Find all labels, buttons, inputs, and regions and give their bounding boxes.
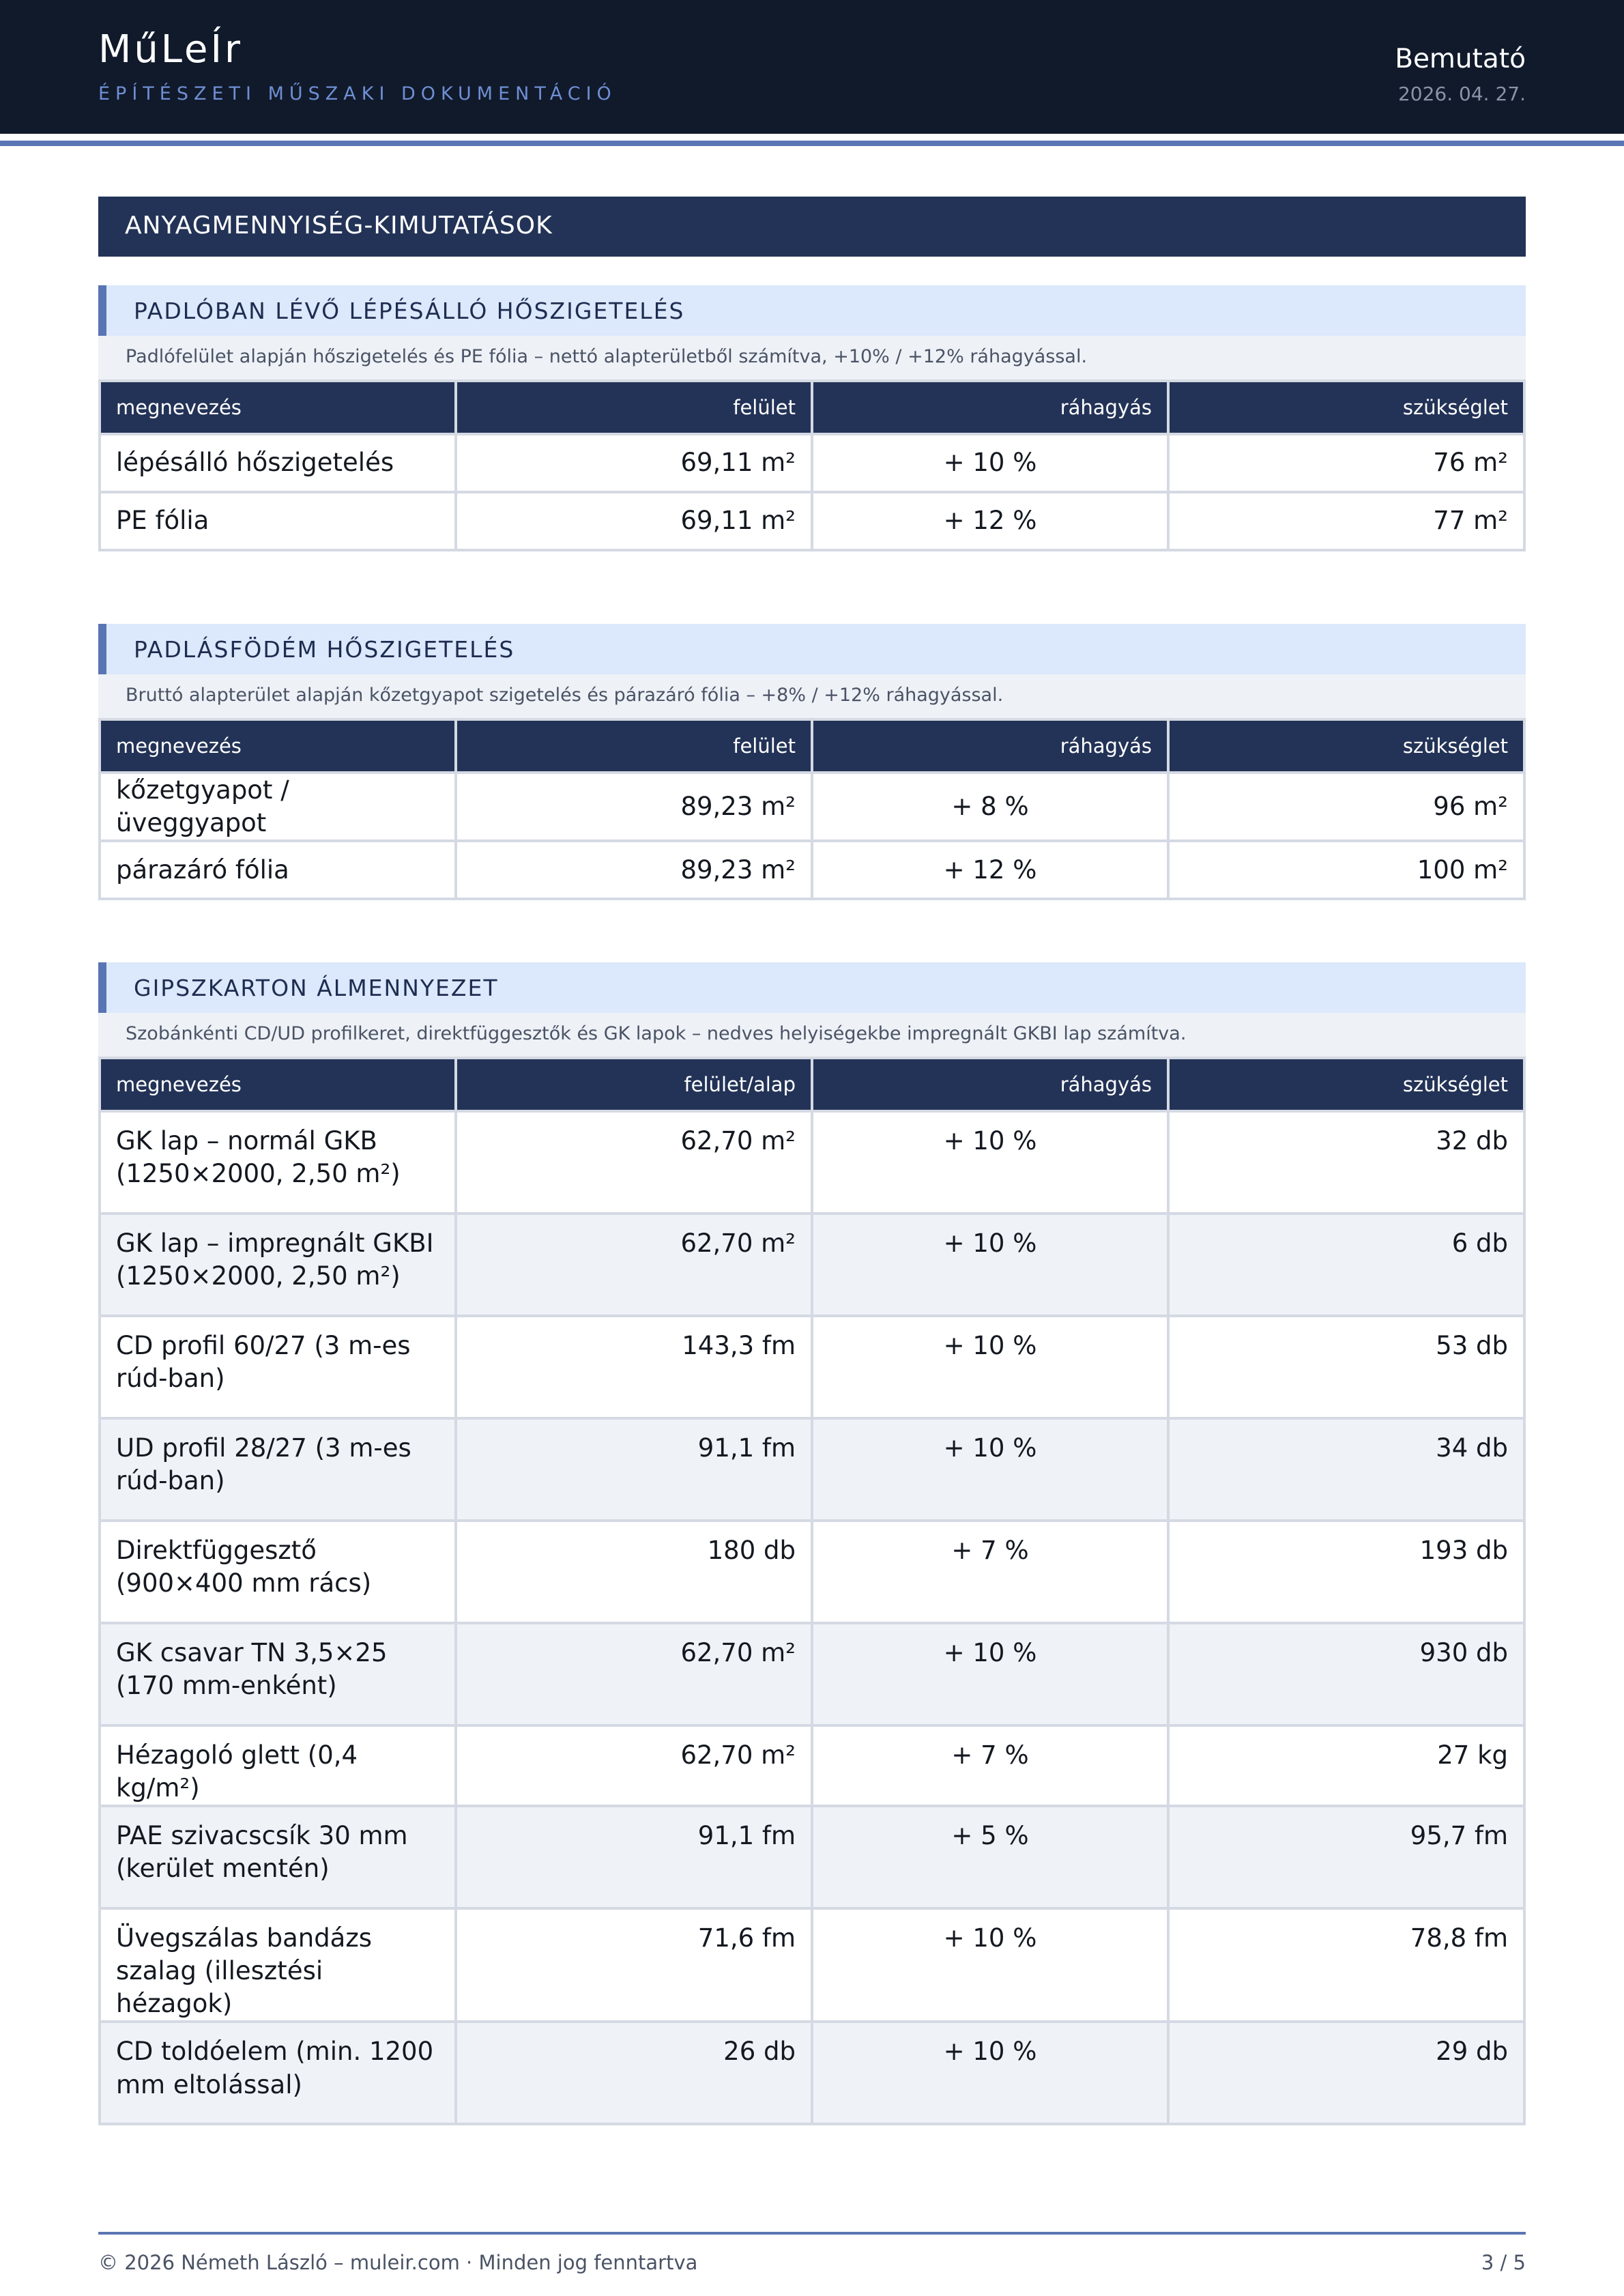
allowance-value: + 7 % xyxy=(812,1725,1168,1806)
area-value: 69,11 m² xyxy=(456,434,812,492)
subsection-heading-floor-insulation xyxy=(98,285,1526,336)
allowance-value: + 12 % xyxy=(812,492,1168,550)
area-value: 26 db xyxy=(456,2022,812,2124)
area-value: 180 db xyxy=(456,1521,812,1623)
footer-divider xyxy=(98,2232,1526,2235)
table-header-row xyxy=(100,719,1524,773)
table-row xyxy=(100,434,1524,492)
allowance-value: + 8 % xyxy=(812,773,1168,841)
material-name: Direktfüggesztő (900×400 mm rács) xyxy=(100,1521,456,1623)
requirement-value: 930 db xyxy=(1168,1623,1524,1725)
allowance-value: + 10 % xyxy=(812,434,1168,492)
header-divider xyxy=(0,141,1624,146)
allowance-value: + 7 % xyxy=(812,1521,1168,1623)
subsection-note xyxy=(98,674,1526,718)
table-row xyxy=(100,1521,1524,1623)
allowance-value: + 10 % xyxy=(812,1111,1168,1214)
requirement-value: 193 db xyxy=(1168,1521,1524,1623)
subsection-note xyxy=(98,1013,1526,1057)
requirement-value: 32 db xyxy=(1168,1111,1524,1214)
table-row xyxy=(100,773,1524,841)
material-name: Üvegszálas bandázs szalag (illesztési hézagok) xyxy=(100,1908,456,2022)
page-number: 3 / 5 xyxy=(1481,2251,1526,2274)
subsection-heading-attic-insulation xyxy=(98,624,1526,674)
material-name: GK lap – impregnált GKBI (1250×2000, 2,50 m²) xyxy=(100,1214,456,1316)
brand-logo: MűLeÍr xyxy=(98,27,244,72)
quantity-table-drywall-ceiling xyxy=(98,1057,1526,2125)
section-title xyxy=(98,197,1526,257)
subsection-note-text: Padlófelület alapján hőszigetelés és PE fólia – nettó alapterületből számítva, +10% / +12% ráhagyással. xyxy=(126,346,1088,367)
requirement-value: 78,8 fm xyxy=(1168,1908,1524,2022)
section-title-text: ANYAGMENNYISÉG-KIMUTATÁSOK xyxy=(125,212,553,240)
requirement-value: 27 kg xyxy=(1168,1725,1524,1806)
area-value: 62,70 m² xyxy=(456,1111,812,1214)
requirement-value: 76 m² xyxy=(1168,434,1524,492)
material-name: párazáró fólia xyxy=(100,841,456,899)
heading-accent-bar xyxy=(98,624,106,674)
allowance-value: + 10 % xyxy=(812,1418,1168,1521)
heading-accent-bar xyxy=(98,962,106,1013)
area-value: 91,1 fm xyxy=(456,1806,812,1908)
requirement-value: 77 m² xyxy=(1168,492,1524,550)
allowance-value: + 10 % xyxy=(812,1214,1168,1316)
quantity-table-attic-insulation xyxy=(98,718,1526,900)
area-value: 62,70 m² xyxy=(456,1214,812,1316)
allowance-value: + 5 % xyxy=(812,1806,1168,1908)
allowance-value: + 10 % xyxy=(812,1908,1168,2022)
table-row xyxy=(100,1623,1524,1725)
allowance-value: + 10 % xyxy=(812,1316,1168,1418)
table-row xyxy=(100,1418,1524,1521)
material-name: CD profil 60/27 (3 m-es rúd-ban) xyxy=(100,1316,456,1418)
column-header: felület xyxy=(456,719,812,773)
table-row xyxy=(100,841,1524,899)
column-header: szükséglet xyxy=(1168,1058,1524,1111)
allowance-value: + 10 % xyxy=(812,2022,1168,2124)
subsection-note-text: Szobánkénti CD/UD profilkeret, direktfüggesztők és GK lapok – nedves helyiségekbe impregnált GKBI lap számítva. xyxy=(126,1023,1187,1044)
area-value: 62,70 m² xyxy=(456,1725,812,1806)
requirement-value: 53 db xyxy=(1168,1316,1524,1418)
area-value: 91,1 fm xyxy=(456,1418,812,1521)
column-header: felület/alap xyxy=(456,1058,812,1111)
column-header: ráhagyás xyxy=(812,1058,1168,1111)
heading-accent-bar xyxy=(98,285,106,336)
table-row xyxy=(100,492,1524,550)
table-header-row xyxy=(100,381,1524,434)
requirement-value: 29 db xyxy=(1168,2022,1524,2124)
column-header: megnevezés xyxy=(100,381,456,434)
document-label: Bemutató xyxy=(1395,44,1526,74)
table-row xyxy=(100,1214,1524,1316)
requirement-value: 100 m² xyxy=(1168,841,1524,899)
document-date: 2026. 04. 27. xyxy=(1397,83,1526,105)
subsection-title: GIPSZKARTON ÁLMENNYEZET xyxy=(134,975,499,1001)
area-value: 62,70 m² xyxy=(456,1623,812,1725)
column-header: megnevezés xyxy=(100,719,456,773)
material-name: GK lap – normál GKB (1250×2000, 2,50 m²) xyxy=(100,1111,456,1214)
column-header: szükséglet xyxy=(1168,719,1524,773)
column-header: felület xyxy=(456,381,812,434)
material-name: Hézagoló glett (0,4 kg/m²) xyxy=(100,1725,456,1806)
material-name: PE fólia xyxy=(100,492,456,550)
column-header: megnevezés xyxy=(100,1058,456,1111)
subsection-note xyxy=(98,336,1526,379)
material-name: lépésálló hőszigetelés xyxy=(100,434,456,492)
area-value: 71,6 fm xyxy=(456,1908,812,2022)
requirement-value: 95,7 fm xyxy=(1168,1806,1524,1908)
subsection-title: PADLÁSFÖDÉM HŐSZIGETELÉS xyxy=(134,636,515,663)
material-name: CD toldóelem (min. 1200 mm eltolással) xyxy=(100,2022,456,2124)
material-name: kőzetgyapot / üveggyapot xyxy=(100,773,456,841)
area-value: 89,23 m² xyxy=(456,841,812,899)
table-header-row xyxy=(100,1058,1524,1111)
table-row xyxy=(100,1908,1524,2022)
table-row xyxy=(100,1725,1524,1806)
quantity-table-floor-insulation xyxy=(98,379,1526,551)
table-row xyxy=(100,1111,1524,1214)
table-row xyxy=(100,1806,1524,1908)
subsection-title: PADLÓBAN LÉVŐ LÉPÉSÁLLÓ HŐSZIGETELÉS xyxy=(134,298,685,324)
page-header xyxy=(0,0,1624,134)
area-value: 69,11 m² xyxy=(456,492,812,550)
area-value: 143,3 fm xyxy=(456,1316,812,1418)
requirement-value: 6 db xyxy=(1168,1214,1524,1316)
table-row xyxy=(100,2022,1524,2124)
requirement-value: 34 db xyxy=(1168,1418,1524,1521)
brand-tagline: ÉPÍTÉSZETI MŰSZAKI DOKUMENTÁCIÓ xyxy=(98,83,617,104)
material-name: PAE szivacscsík 30 mm (kerület mentén) xyxy=(100,1806,456,1908)
footer-copyright: © 2026 Németh László – muleir.com · Minden jog fenntartva xyxy=(98,2251,698,2274)
column-header: ráhagyás xyxy=(812,719,1168,773)
subsection-heading-drywall-ceiling xyxy=(98,962,1526,1013)
material-name: GK csavar TN 3,5×25 (170 mm-enként) xyxy=(100,1623,456,1725)
table-row xyxy=(100,1316,1524,1418)
column-header: szükséglet xyxy=(1168,381,1524,434)
subsection-note-text: Bruttó alapterület alapján kőzetgyapot szigetelés és párazáró fólia – +8% / +12% ráhagyással. xyxy=(126,685,1004,706)
column-header: ráhagyás xyxy=(812,381,1168,434)
allowance-value: + 10 % xyxy=(812,1623,1168,1725)
allowance-value: + 12 % xyxy=(812,841,1168,899)
area-value: 89,23 m² xyxy=(456,773,812,841)
material-name: UD profil 28/27 (3 m-es rúd-ban) xyxy=(100,1418,456,1521)
requirement-value: 96 m² xyxy=(1168,773,1524,841)
